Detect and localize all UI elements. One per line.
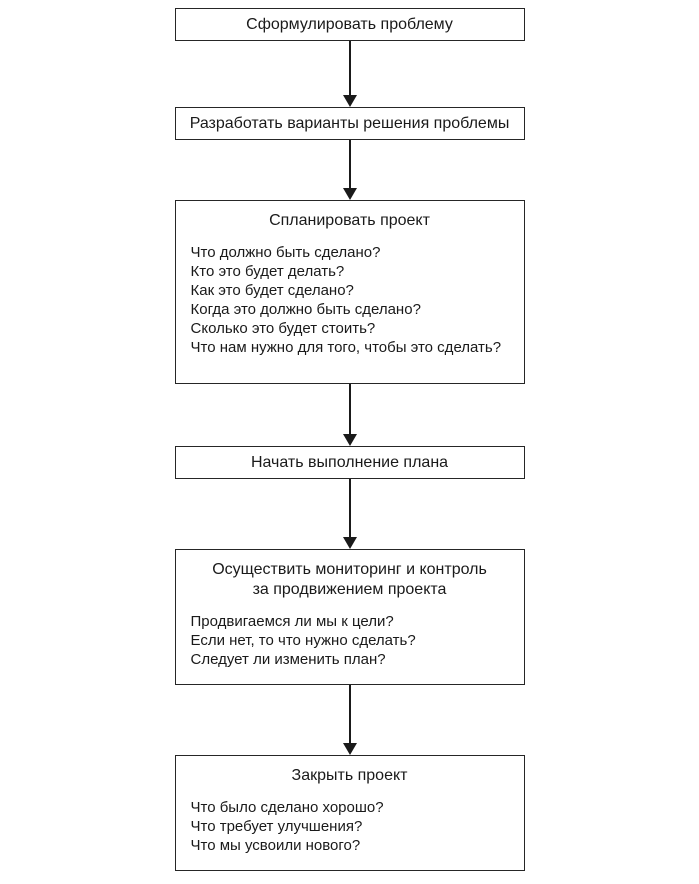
step-develop-solution-options — [175, 107, 525, 140]
step-title: Осуществить мониторинг и контроль за продвижением проекта — [212, 561, 487, 598]
question-item: Когда это должно быть сделано? — [190, 301, 421, 318]
question-item: Что должно быть сделано? — [190, 244, 381, 261]
down-arrow — [340, 479, 360, 549]
step-title: Сформулировать проблему — [246, 15, 453, 33]
question-item: Продвигаемся ли мы к цели? — [190, 613, 394, 630]
question-item: Как это будет сделано? — [190, 282, 354, 299]
question-item: Следует ли изменить план? — [190, 651, 386, 668]
arrow-line — [349, 479, 351, 537]
step-questions — [191, 612, 509, 669]
question-item: Что было сделано хорошо? — [190, 799, 384, 816]
arrow-line — [349, 41, 351, 95]
step-plan-project — [175, 200, 525, 384]
arrow-head-icon — [343, 434, 357, 446]
step-title: Закрыть проект — [291, 767, 408, 784]
down-arrow — [340, 685, 360, 755]
step-monitor-and-control — [175, 549, 525, 685]
arrow-head-icon — [343, 188, 357, 200]
question-item: Что требует улучшения? — [190, 818, 363, 835]
arrow-head-icon — [343, 743, 357, 755]
question-item: Если нет, то что нужно сделать? — [190, 632, 416, 649]
arrow-line — [349, 685, 351, 743]
arrow-line — [349, 140, 351, 188]
step-start-plan-execution — [175, 446, 525, 479]
arrow-head-icon — [343, 95, 357, 107]
down-arrow — [340, 41, 360, 107]
step-title: Спланировать проект — [269, 212, 430, 229]
step-formulate-problem — [175, 8, 525, 41]
arrow-head-icon — [343, 537, 357, 549]
step-questions — [191, 243, 509, 357]
question-item: Сколько это будет стоить? — [190, 320, 376, 337]
step-title: Начать выполнение плана — [250, 453, 449, 471]
down-arrow — [340, 140, 360, 200]
step-close-project — [175, 755, 525, 871]
down-arrow — [340, 384, 360, 446]
step-title: Разработать варианты решения проблемы — [189, 114, 510, 132]
question-item: Кто это будет делать? — [190, 263, 345, 280]
arrow-line — [349, 384, 351, 434]
question-item: Что мы усвоили нового? — [190, 837, 361, 854]
question-item: Что нам нужно для того, чтобы это сделать? — [190, 339, 502, 356]
step-questions — [191, 798, 509, 855]
